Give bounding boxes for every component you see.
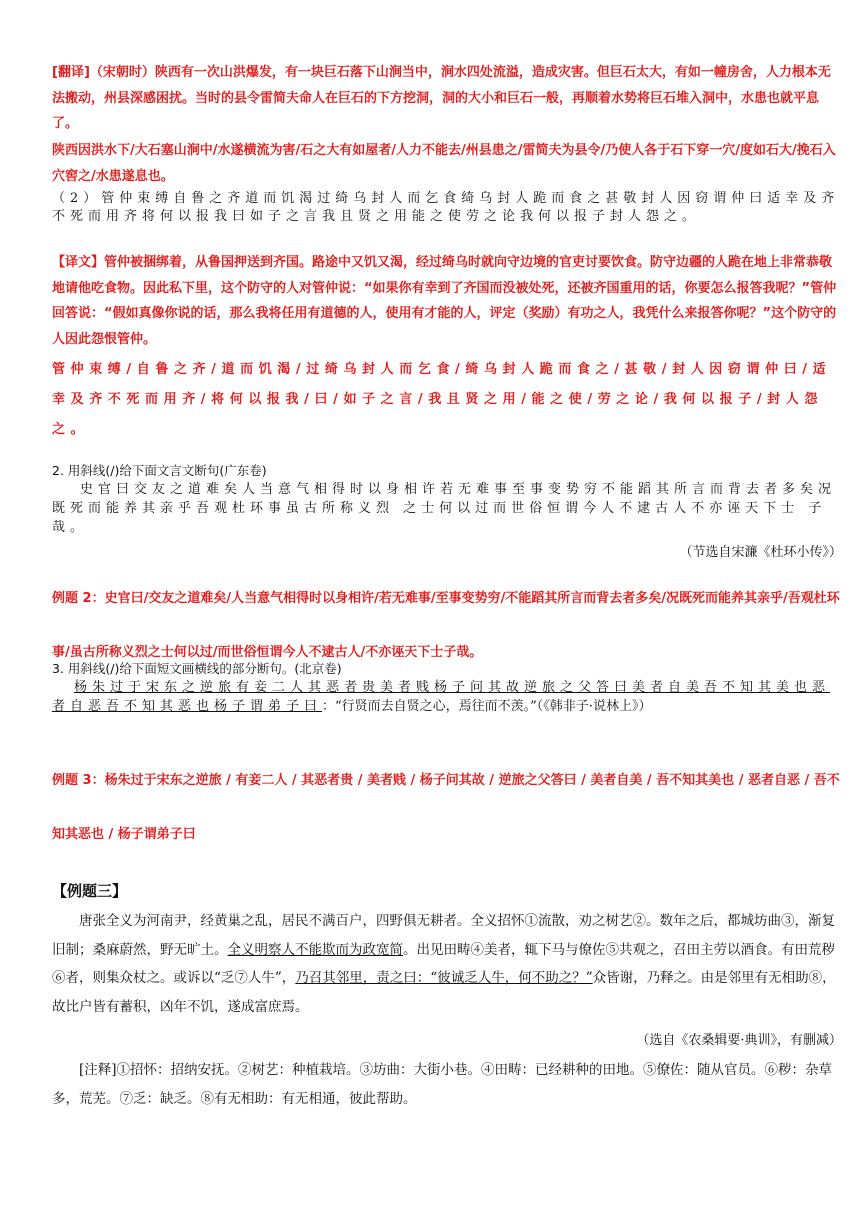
question-2-title: 2. 用斜线(/)给下面文言文断句(广东卷): [52, 463, 267, 478]
question-3-title: 3. 用斜线(/)给下面短文画横线的部分断句。(北京卷): [52, 661, 342, 676]
passage-part-3: 众皆谢，乃释之。由是邻里有无相助⑧，故比户皆有蓄积，凶年不饥，遂成富庶焉。: [52, 970, 836, 1015]
translation-2-text: 【译文】管仲被捆绑着，从鲁国押送到齐国。路途中又饥又渴，经过绮乌时就向守边境的官吏讨要饮食。防守边疆的人跪在地上非常恭敬地请他吃食物。因此私下里，这个防守的人对管仲说：“如果你有幸到了齐国而没被处死，还被齐国重用的话，你要怎么报答我呢？”管仲回答说：“假如真像你说的话，那么我将任用有道德的人，使用有才能的人，评定（奖励）有功之人，我凭什么来报答你呢？”这个防守的人因此怨恨管仲。: [52, 255, 837, 347]
answer-ex3: [52, 754, 842, 862]
passage-part-2: 。出见田畴④美者，辄下马与僚佐⑤共观之，召田主劳以酒食。有田荒秽⑥者，则集众杖之。或诉以“乏⑦人牛”，: [52, 941, 835, 986]
question-2-source: （节选自宋濂《杜环小传》）: [679, 545, 842, 560]
translation-1: [52, 60, 842, 137]
example-3-passage: [52, 907, 842, 1021]
example-3-heading: 【例题三】: [52, 882, 128, 900]
question-2-section: [52, 462, 842, 560]
question-3-section: [52, 660, 842, 716]
answer-2: [52, 355, 842, 445]
question-2-passage: 史官曰交友之道难矣人当意气相得时以身相许若无难事至事变势穷不能蹈其所言而背去者多矣况既死而能养其亲乎吾观杜环事虽古所称义烈 之士何以过而世俗恒谓今人不逮古人不亦诬天下士 子哉。: [52, 482, 837, 535]
answer-1: [52, 138, 842, 189]
answer-ex2-text: 例题 2：史官曰/交友之道难矣/人当意气相得时以身相许/若无难事/至事变势穷/不能蹈其所言而背去者多矣/况既死而能养其亲乎/吾观杜环事/虽古所称义烈之士何以过/而世俗恒谓今人不逮古人/不亦诬天下士子哉。: [52, 591, 840, 660]
example-3-notes: [注释]①招怀：招纳安抚。②树艺：种植栽培。③坊曲：大街小巷。④田畴：已经耕种的田地。⑤僚佐：随从官员。⑥秽：杂草多，荒芜。⑦乏：缺乏。⑧有无相助：有无相通，彼此帮助。: [52, 1062, 833, 1107]
passage-part-1: 唐张全义为河南尹，经黄巢之乱，居民不满百户，四野俱无耕者。全义招怀①流散，劝之树艺②。数年之后，都城坊曲③，渐复旧制；桑麻蔚然，野无旷土。: [52, 913, 835, 958]
question-2-text-block: [52, 190, 842, 226]
passage-underline-2: 乃召其邻里，责之曰：“彼诚乏人牛，何不助之？”: [295, 970, 593, 986]
answer-1-text: 陕西因洪水下/大石塞山涧中/水遂横流为害/石之大有如屋者/人力不能去/州县患之/雷简夫为县令/乃使人各于石下穿一穴/度如石大/挽石入穴窖之/水患遂息也。: [52, 143, 836, 184]
example-3-source: （选自《农桑辑要·典训》，有删减）: [636, 1033, 842, 1048]
question-3-passage: [52, 678, 842, 716]
passage-underline-1: 全义明察人不能欺而为政宽简: [227, 941, 403, 958]
example-3-section: [52, 880, 842, 1114]
question-3-underlined-text: 杨朱过于宋东之逆旅有妾二人其恶者贵美者贱杨子问其故逆旅之父答曰美者自美吾不知其美也恶者自恶吾不知其恶也杨子谓弟子曰: [52, 680, 831, 714]
question-3-rest-text: ：“行贤而去自贤之心，焉往而不羡。”（《韩非子·说林上》）: [322, 699, 652, 714]
translation-1-text: [翻译]（宋朝时）陕西有一次山洪爆发，有一块巨石落下山涧当中，涧水四处流溢，造成灾害。但巨石太大，有如一幢房舍，人力根本无法搬动，州县深感困扰。当时的县令雷简夫命人在巨石的下方挖洞，洞的大小和巨石一般，再顺着水势将巨石堆入洞中，水患也就平息了。: [52, 65, 831, 131]
translation-2: [52, 250, 842, 352]
question-2-text: （2）管仲束缚自鲁之齐道而饥渴过绮乌封人而乞食绮乌封人跪而食之甚敬封人因窃谓仲曰适幸及齐不死而用齐将何以报我曰如子之言我且贤之用能之使劳之论我何以报子封人怨之。: [52, 191, 840, 224]
answer-2-text: 管仲束缚/自鲁之齐/道而饥渴/过绮乌封人而乞食/绮乌封人跪而食之/甚敬/封人因窃谓仲曰/适幸及齐不死而用齐/将何以报我/曰/如子之言/我且贤之用/能之使/劳之论/我何以报子/封人怨之。: [52, 362, 832, 437]
answer-ex3-text: 例题 3：杨朱过于宋东之逆旅 / 有妾二人 / 其恶者贵 / 美者贱 / 杨子问其故 / 逆旅之父答曰 / 美者自美 / 吾不知其美也 / 恶者自恶 / 吾不知其恶也 / 杨子谓弟子曰: [52, 773, 840, 842]
